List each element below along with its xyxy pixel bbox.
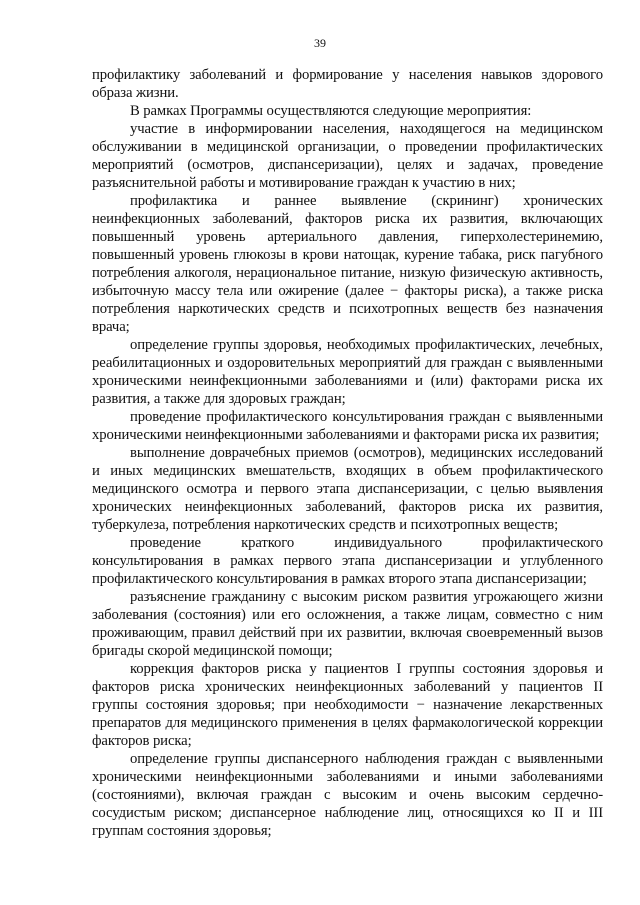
paragraph: разъяснение гражданину с высоким риском развития угрожающего жизни заболевания (состояния) или его осложнения, а также лицам, совместно с ним проживающим, правил действий при их развитии, включая своевременный вызов бригады скорой медицинской помощи; xyxy=(92,589,603,659)
paragraph: профилактика и раннее выявление (скрининг) хронических неинфекционных заболеваний, факторов риска их развития, включающих повышенный уровень артериального давления, гиперхолестеринемию, повышенный уровень глюкозы в крови натощак, курение табака, риск пагубного потребления алкоголя, нерациональное питание, низкую физическую активность, избыточную массу тела или ожирение (далее − факторы риска), а также риска потребления наркотических средств и психотропных веществ без назначения врача; xyxy=(92,193,603,335)
document-body xyxy=(92,66,603,840)
paragraph: В рамках Программы осуществляются следующие мероприятия: xyxy=(130,103,532,119)
paragraph: проведение профилактического консультирования граждан с выявленными хроническими неинфекционными заболеваниями и факторами риска их развития; xyxy=(92,409,603,443)
paragraph: профилактику заболеваний и формирование у населения навыков здорового образа жизни. xyxy=(92,67,603,101)
page-number: 39 xyxy=(314,36,326,50)
paragraph: участие в информировании населения, находящегося на медицинском обслуживании в медицинской организации, о проведении профилактических мероприятий (осмотров, диспансеризации), целях и задачах, проведение разъяснительной работы и мотивирование граждан к участию в них; xyxy=(92,121,603,191)
paragraph: определение группы здоровья, необходимых профилактических, лечебных, реабилитационных и оздоровительных мероприятий для граждан с выявленными хроническими неинфекционными заболеваниями и (или) факторами риска их развития, а также для здоровых граждан; xyxy=(92,337,603,407)
paragraph: коррекция факторов риска у пациентов I группы состояния здоровья и факторов риска хронических неинфекционных заболеваний у пациентов II группы состояния здоровья; при необходимости − назначение лекарственных препаратов для медицинского применения в целях фармакологической коррекции факторов риска; xyxy=(92,661,603,749)
paragraph: выполнение доврачебных приемов (осмотров), медицинских исследований и иных медицинских вмешательств, входящих в объем профилактического медицинского осмотра и первого этапа диспансеризации, с целью выявления хронических неинфекционных заболеваний, факторов риска их развития, туберкулеза, потребления наркотических средств и психотропных веществ; xyxy=(92,445,603,533)
paragraph: проведение краткого индивидуального профилактического консультирования в рамках первого этапа диспансеризации и углубленного профилактического консультирования в рамках второго этапа диспансеризации; xyxy=(92,535,603,587)
paragraph: определение группы диспансерного наблюдения граждан с выявленными хроническими неинфекционными заболеваниями и иными заболеваниями (состояниями), включая граждан с высоким и очень высоким сердечно-сосудистым риском; диспансерное наблюдение лиц, относящихся ко II и III группам состояния здоровья; xyxy=(92,751,603,839)
